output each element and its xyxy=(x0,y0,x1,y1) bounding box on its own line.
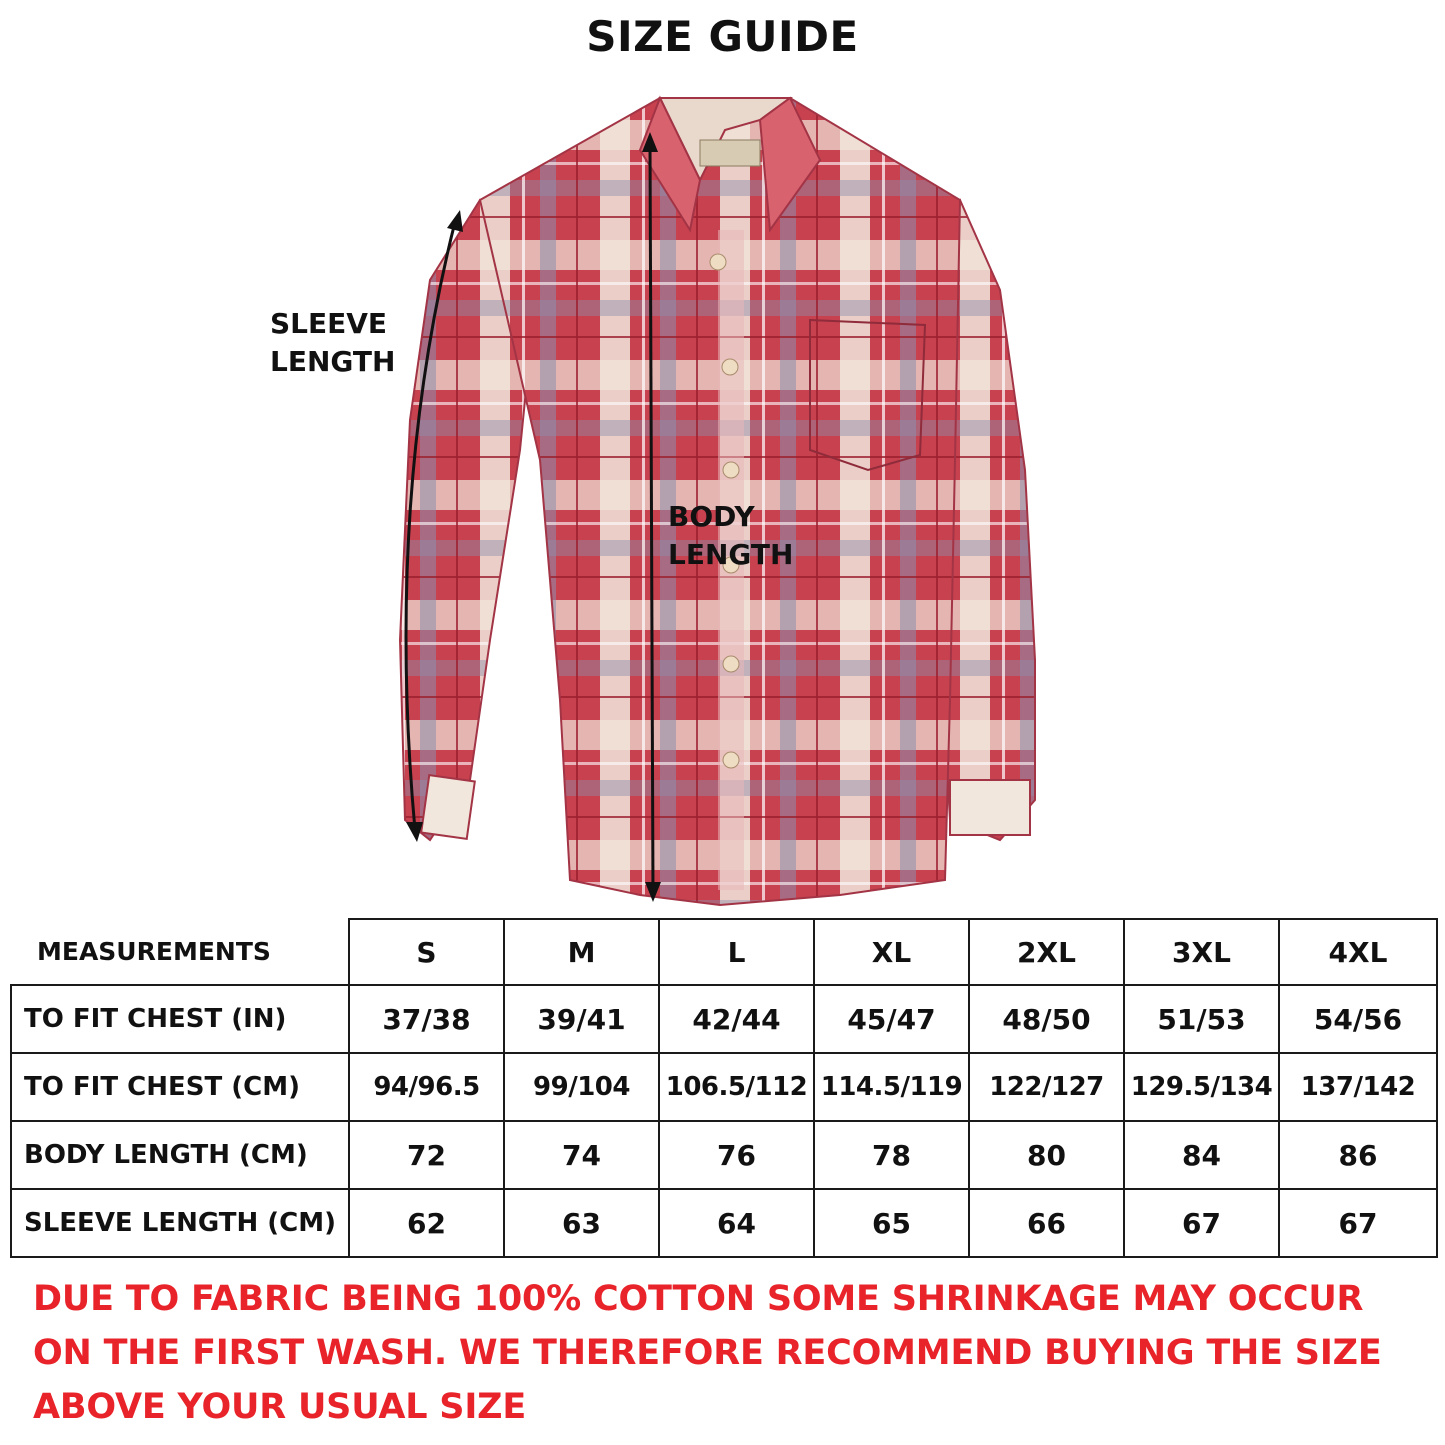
row-label: TO FIT CHEST (CM) xyxy=(11,1053,349,1121)
table-cell: 84 xyxy=(1124,1121,1279,1189)
table-cell: 48/50 xyxy=(969,985,1124,1053)
table-cell: 65 xyxy=(814,1189,969,1257)
table-cell: 51/53 xyxy=(1124,985,1279,1053)
table-cell: 76 xyxy=(659,1121,814,1189)
page-title: SIZE GUIDE xyxy=(586,12,859,61)
size-header-xl: XL xyxy=(814,919,969,985)
table-cell: 45/47 xyxy=(814,985,969,1053)
size-header-2xl: 2XL xyxy=(969,919,1124,985)
chest-pocket xyxy=(810,320,925,470)
size-header-m: M xyxy=(504,919,659,985)
table-cell: 74 xyxy=(504,1121,659,1189)
table-cell: 62 xyxy=(349,1189,504,1257)
table-cell: 42/44 xyxy=(659,985,814,1053)
table-row xyxy=(11,1121,1437,1189)
left-cuff xyxy=(421,775,475,839)
table-cell: 39/41 xyxy=(504,985,659,1053)
size-header-row xyxy=(11,919,1437,985)
shirt-button xyxy=(723,462,739,478)
shirt-button xyxy=(723,752,739,768)
measurements-header: MEASUREMENTS xyxy=(37,937,271,966)
sleeve-label-line1: SLEEVE xyxy=(270,307,388,340)
size-table xyxy=(10,918,1438,1258)
sleeve-label-line2: LENGTH xyxy=(270,345,396,378)
row-label: SLEEVE LENGTH (CM) xyxy=(11,1189,349,1257)
body-label-line2: LENGTH xyxy=(668,538,794,571)
table-cell: 78 xyxy=(814,1121,969,1189)
table-cell: 86 xyxy=(1279,1121,1437,1189)
size-header-l: L xyxy=(659,919,814,985)
table-cell: 37/38 xyxy=(349,985,504,1053)
table-cell: 122/127 xyxy=(969,1053,1124,1121)
table-cell: 54/56 xyxy=(1279,985,1437,1053)
table-row xyxy=(11,1189,1437,1257)
table-cell: 63 xyxy=(504,1189,659,1257)
table-cell: 106.5/112 xyxy=(659,1053,814,1121)
table-cell: 66 xyxy=(969,1189,1124,1257)
shirt-button xyxy=(723,656,739,672)
body-label-line1: BODY xyxy=(668,500,755,533)
size-header-s: S xyxy=(349,919,504,985)
table-row xyxy=(11,1053,1437,1121)
table-cell: 99/104 xyxy=(504,1053,659,1121)
shirt-button xyxy=(722,359,738,375)
table-cell: 72 xyxy=(349,1121,504,1189)
sleeve-length-label xyxy=(270,305,395,381)
row-label: BODY LENGTH (CM) xyxy=(11,1121,349,1189)
right-cuff xyxy=(950,780,1030,835)
table-cell: 80 xyxy=(969,1121,1124,1189)
row-label: TO FIT CHEST (IN) xyxy=(11,985,349,1053)
body-length-label xyxy=(668,498,793,574)
table-cell: 64 xyxy=(659,1189,814,1257)
table-cell: 129.5/134 xyxy=(1124,1053,1279,1121)
neck-label xyxy=(700,140,760,166)
shirt-button xyxy=(710,254,726,270)
size-header-4xl: 4XL xyxy=(1279,919,1437,985)
table-row xyxy=(11,985,1437,1053)
table-cell: 94/96.5 xyxy=(349,1053,504,1121)
table-cell: 137/142 xyxy=(1279,1053,1437,1121)
table-cell: 114.5/119 xyxy=(814,1053,969,1121)
size-header-3xl: 3XL xyxy=(1124,919,1279,985)
table-cell: 67 xyxy=(1279,1189,1437,1257)
table-cell: 67 xyxy=(1124,1189,1279,1257)
shrinkage-notice: DUE TO FABRIC BEING 100% COTTON SOME SHRINKAGE MAY OCCUR ON THE FIRST WASH. WE THEREFORE RECOMMEND BUYING THE SIZE ABOVE YOUR USUAL SIZE xyxy=(33,1279,1382,1427)
